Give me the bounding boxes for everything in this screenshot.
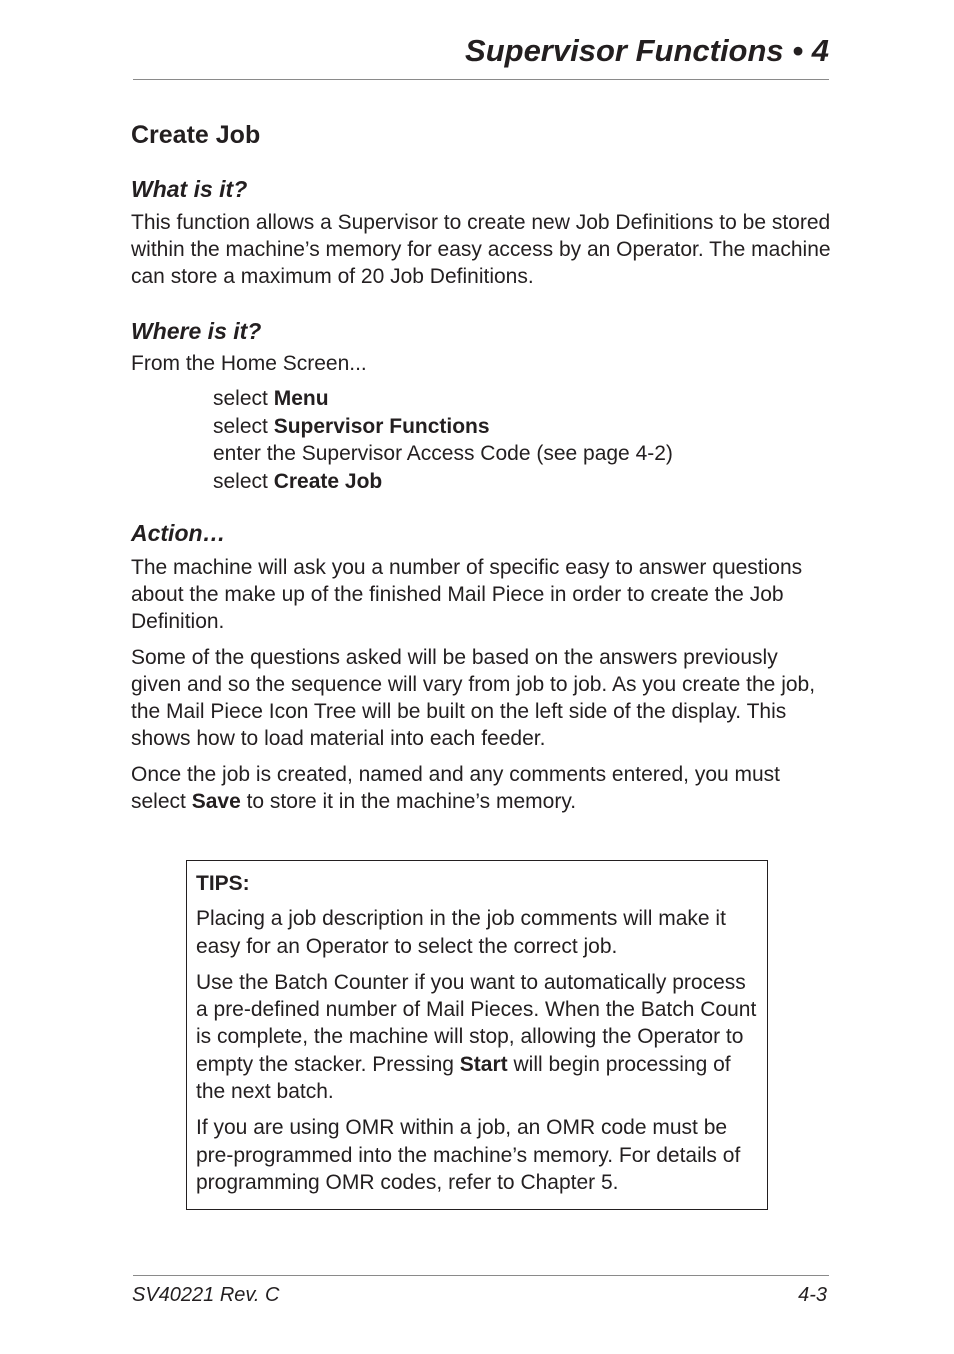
where-heading: Where is it? <box>131 318 262 344</box>
chapter-header-title: Supervisor Functions • 4 <box>465 33 829 68</box>
where-intro: From the Home Screen... <box>131 352 367 375</box>
tips-title: TIPS: <box>196 872 250 895</box>
tips-box <box>186 860 768 1210</box>
what-heading: What is it? <box>131 176 248 202</box>
tip-item: If you are using OMR within a job, an OMR code must be pre-programmed into the machine’s memory. For details of programming OMR codes, refer to Chapter 5. <box>196 1116 741 1194</box>
page-number: 4-3 <box>798 1284 827 1306</box>
step-item: select Supervisor Functions <box>213 414 490 438</box>
section-title: Create Job <box>131 121 261 149</box>
tip-item: Placing a job description in the job comments will make it easy for an Operator to select the correct job. <box>196 907 726 958</box>
footer-divider <box>133 1275 829 1276</box>
tip-item: Use the Batch Counter if you want to automatically process a pre-defined number of Mail Pieces. When the Batch Count is complete, the machine will stop, allowing the Operator to empty the stacker. Pressing Start will begin processing of the next batch. <box>196 970 757 1104</box>
action-heading: Action… <box>131 520 226 546</box>
header-divider <box>133 79 829 80</box>
action-paragraph-3: Once the job is created, named and any comments entered, you must select Save to store it in the machine’s memory. <box>131 763 781 813</box>
what-body: This function allows a Supervisor to create new Job Definitions to be stored within the machine’s memory for easy access by an Operator. The machine can store a maximum of 20 Job Definitions. <box>131 211 831 288</box>
step-item: enter the Supervisor Access Code (see page 4-2) <box>213 442 673 465</box>
action-paragraph-1: The machine will ask you a number of specific easy to answer questions about the make up of the finished Mail Piece in order to create the Job Definition. <box>131 556 803 633</box>
document-id: SV40221 Rev. C <box>132 1284 280 1306</box>
step-item: select Menu <box>213 387 329 410</box>
page-content <box>131 118 831 815</box>
action-paragraph-2: Some of the questions asked will be based on the answers previously given and so the sequence will vary from job to job. As you create the job, the Mail Piece Icon Tree will be built on the left side of the display. This shows how to load material into each feeder. <box>131 646 816 750</box>
step-item: select Create Job <box>213 469 383 493</box>
navigation-steps <box>213 385 831 495</box>
